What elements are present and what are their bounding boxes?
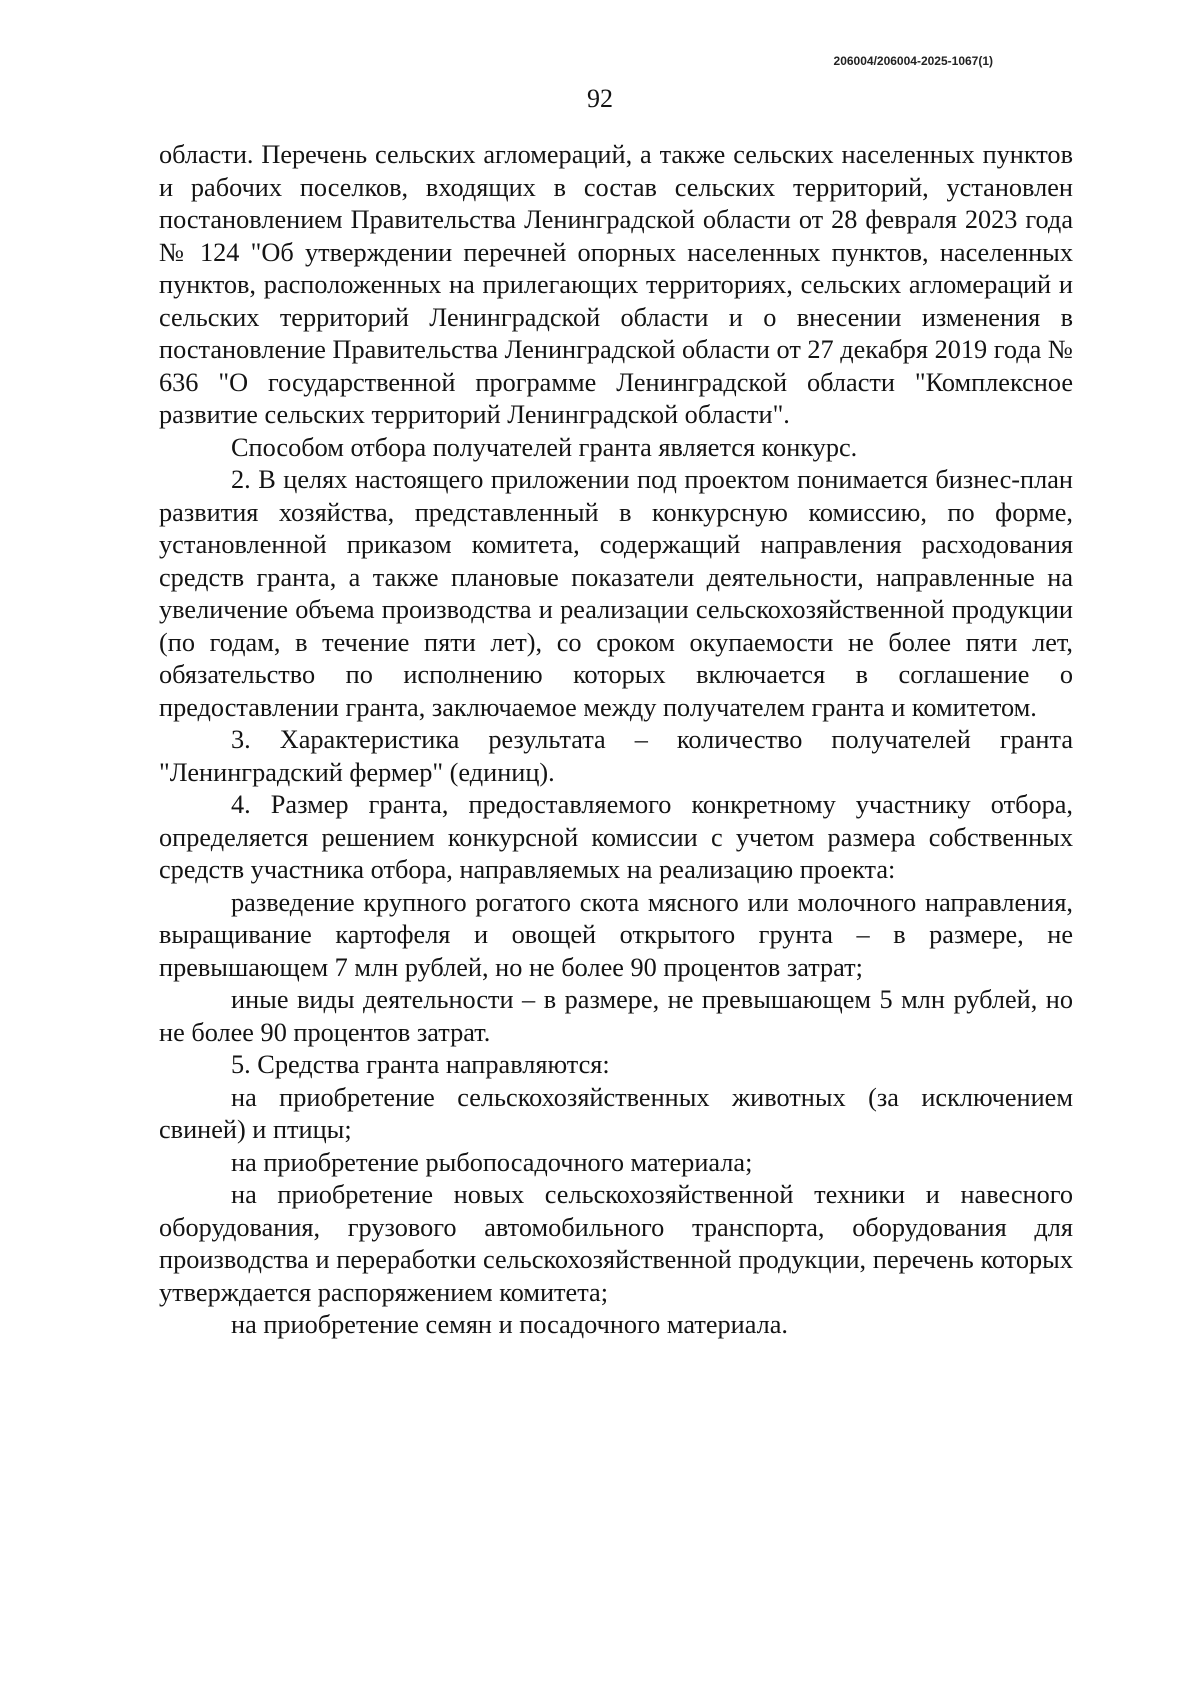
page-number: 92 <box>587 84 613 113</box>
paragraph-item-3: 3. Характеристика результата – количество получателей гранта "Ленинградский фермер" (единиц). <box>159 725 1073 787</box>
list-item-fish-stock: на приобретение рыбопосадочного материала; <box>231 1147 753 1177</box>
list-item-seeds: на приобретение семян и посадочного материала. <box>231 1310 789 1339</box>
list-item-machinery: на приобретение новых сельскохозяйственной техники и навесного оборудования, грузового автомобильного транспорта, оборудования для производства и переработки сельскохозяйственной продукции, перечень которых утверждается распоряжением комитета; <box>159 1180 1073 1307</box>
paragraph-item-5: 5. Средства гранта направляются: <box>231 1050 610 1079</box>
paragraph-item-4: 4. Размер гранта, предоставляемого конкретному участнику отбора, определяется решением конкурсной комиссии с учетом размера собственных средств участника отбора, направляемых на реализацию проекта: <box>159 790 1073 884</box>
paragraph-item-2: 2. В целях настоящего приложении под проектом понимается бизнес-план развития хозяйства, представленный в конкурсную комиссию, по форме, установленной приказом комитета, содержащий направления расходования средств гранта, а также плановые показатели деятельности, направленные на увеличение объема производства и реализации сельскохозяйственной продукции (по годам, в течение пяти лет), со сроком окупаемости не более пяти лет, обязательство по исполнению которых включается в соглашение о предоставлении гранта, заключаемое между получателем гранта и комитетом. <box>159 465 1073 722</box>
list-item-animals: на приобретение сельскохозяйственных животных (за исключением свиней) и птицы; <box>159 1082 1073 1144</box>
paragraph-selection-method: Способом отбора получателей гранта является конкурс. <box>231 432 858 462</box>
paragraph-continuation: области. Перечень сельских агломераций, а также сельских населенных пунктов и рабочих поселков, входящих в состав сельских территорий, установлен постановлением Правительства Ленинградской области от 28 февраля 2023 года № 124 "Об утверждении перечней опорных населенных пунктов, населенных пунктов, расположенных на прилегающих территориях, сельских агломераций и сельских территорий Ленинградской области и о внесении изменения в постановление Правительства Ленинградской области от 27 декабря 2019 года № 636 "О государственной программе Ленинградской области "Комплексное развитие сельских территорий Ленинградской области". <box>159 140 1073 429</box>
paragraph-grant-size-livestock: разведение крупного рогатого скота мясного или молочного направления, выращивание картофеля и овощей открытого грунта – в размере, не превышающем 7 млн рублей, но не более 90 процентов затрат; <box>159 887 1073 982</box>
paragraph-grant-size-other: иные виды деятельности – в размере, не превышающем 5 млн рублей, но не более 90 процентов затрат. <box>159 985 1073 1047</box>
document-body <box>159 139 1073 1342</box>
document-id: 206004/206004-2025-1067(1) <box>833 54 993 68</box>
